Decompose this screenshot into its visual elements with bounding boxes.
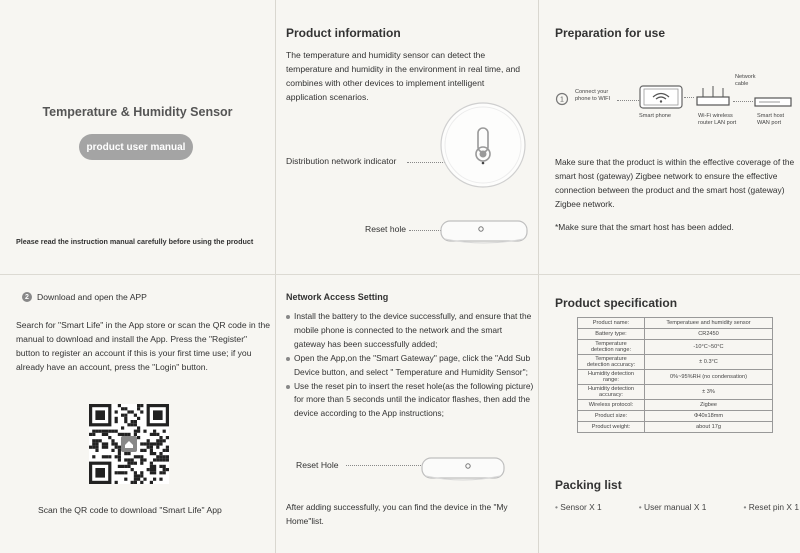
indicator-label: Distribution network indicator (286, 156, 397, 166)
table-row (578, 318, 773, 329)
manual-badge: product user manual (79, 134, 193, 160)
spec-value: 0%~95%RH (no condensation) (645, 370, 773, 385)
table-row (578, 329, 773, 340)
download-panel (0, 276, 275, 553)
packing-list (555, 502, 799, 512)
qr-caption: Scan the QR code to download "Smart Life" App (38, 505, 222, 515)
sensor-side-illustration (439, 215, 529, 247)
spec-value: ± 3% (645, 385, 773, 400)
cover-panel (0, 0, 275, 275)
product-information-intro: The temperature and humidity sensor can detect the temperature and humidity in the environment in real time, and combines with other devices to implement intelligent application scenarios. (286, 50, 521, 102)
specification-heading: Product specification (555, 296, 678, 310)
network-access-steps (286, 310, 534, 421)
network-access-panel (276, 276, 538, 553)
table-row (578, 400, 773, 411)
qr-code[interactable] (89, 404, 169, 484)
smart-phone-label: Smart phone (639, 113, 672, 119)
product-title: Temperature & Humidity Sensor (42, 105, 233, 119)
spec-value: Φ40x18mm (645, 411, 773, 422)
read-instructions-note: Please read the instruction manual carefully before using the product (16, 237, 254, 246)
spec-value: Temperatuee and humidity sensor (645, 318, 773, 329)
svg-text:1: 1 (560, 96, 564, 104)
spec-value: Zigbee (645, 400, 773, 411)
reset-hole-label: Reset hole (365, 224, 407, 234)
sensor-front-illustration (438, 100, 533, 195)
host-added-note: *Make sure that the smart host has been added. (555, 222, 734, 232)
coverage-paragraph: Make sure that the product is within the effective coverage of the smart host (gateway) Zigbee network to ensure the effective connection between the product and the smart host (gateway) Zigbee network. (555, 157, 795, 209)
list-item: • Reset pin X 1 (743, 502, 799, 512)
table-row (578, 355, 773, 370)
preparation-heading: Preparation for use (555, 26, 666, 40)
spec-value: CR2450 (645, 329, 773, 340)
packing-list-heading: Packing list (555, 478, 622, 492)
download-heading: Download and open the APP (37, 292, 147, 302)
list-item: Install the battery to the device successfully, and ensure that the mobile phone is connected to the network and the smart gateway has been successfully added; (286, 310, 534, 352)
table-row (578, 385, 773, 400)
spec-key: Product weight: (578, 422, 645, 433)
list-item: • Sensor X 1 (555, 502, 602, 512)
smart-host-icon (754, 96, 792, 108)
router-icon (695, 86, 731, 108)
spec-value: -10°C~50°C (645, 340, 773, 355)
after-adding-note: After adding successfully, you can find the device in the "My Home"list. (286, 502, 508, 526)
download-heading-row (22, 292, 147, 302)
spec-key: Temperature detection range: (578, 340, 645, 355)
list-item: Use the reset pin to insert the reset hole(as the following picture) for more than 5 seconds until the indicator flashes, then add the device according to the App instructions; (286, 380, 534, 422)
list-item: • User manual X 1 (639, 502, 707, 512)
connect-leader-line (617, 100, 641, 101)
phone-router-line (684, 97, 694, 98)
indicator-dot (482, 162, 485, 165)
router-label: Wi-Fi wireless router LAN port (698, 113, 737, 126)
product-information-heading: Product information (286, 26, 401, 40)
spec-value: ± 0.3°C (645, 355, 773, 370)
reset-leader-line (346, 465, 421, 466)
table-row (578, 411, 773, 422)
specification-table (577, 317, 773, 433)
list-item: Open the App,on the "Smart Gateway" page, click the "Add Sub Device button, and select " Temperature and Humidity Sensor"; (286, 352, 534, 380)
table-row (578, 340, 773, 355)
spec-key: Wireless protocol: (578, 400, 645, 411)
table-row (578, 422, 773, 433)
product-information-panel (276, 0, 538, 275)
network-cable-label: Network cable (735, 74, 756, 87)
smart-host-label: Smart host WAN port (757, 113, 785, 126)
specification-panel (539, 276, 800, 553)
spec-key: Temperature detection accuracy: (578, 355, 645, 370)
connect-phone-label: Connect your phone to WIFI (575, 89, 611, 102)
step-2-badge: 2 (22, 292, 32, 302)
reset-leader-line (409, 230, 441, 231)
spec-key: Product name: (578, 318, 645, 329)
router-host-line (733, 101, 753, 102)
network-access-heading: Network Access Setting (286, 292, 389, 302)
reset-hole-label: Reset Hole (296, 460, 339, 470)
spec-key: Humidity detection range: (578, 370, 645, 385)
sensor-side-illustration (420, 454, 506, 484)
spec-value: about 17g (645, 422, 773, 433)
spec-key: Battery type: (578, 329, 645, 340)
preparation-panel (539, 0, 800, 275)
table-row (578, 370, 773, 385)
spec-key: Product size: (578, 411, 645, 422)
download-instructions: Search for "Smart Life" in the App store or scan the QR code in the manual to download and install the App. Press the "Register" button to register an account if this is your first time use; if you already have an account, press the "Login" button. (16, 320, 271, 372)
smartphone-icon (639, 84, 683, 110)
step-1-badge (555, 92, 569, 106)
spec-key: Humidity detection accuracy: (578, 385, 645, 400)
